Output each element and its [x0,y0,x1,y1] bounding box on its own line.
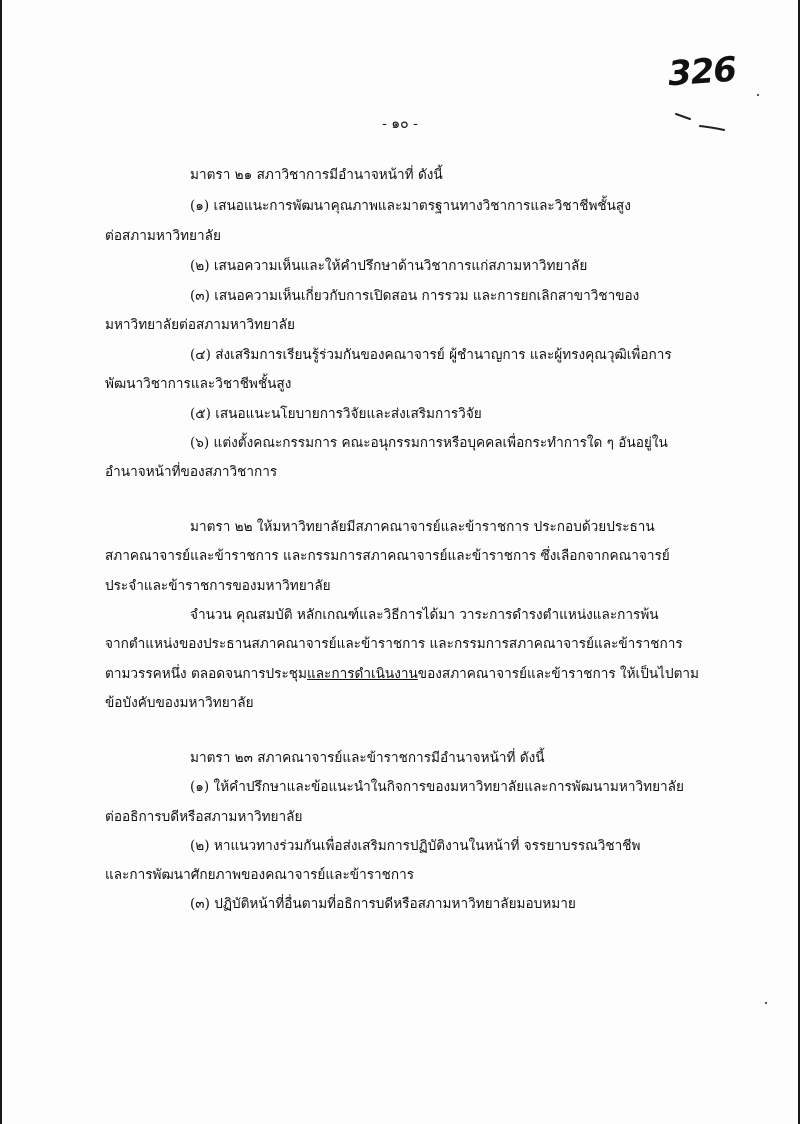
section-21-item-1: (๑) เสนอแนะการพัฒนาคุณภาพและมาตรฐานทางวิชาการและวิชาชีพชั้นสูง [190,198,631,214]
section-21-item-4: (๔) ส่งเสริมการเรียนรู้ร่วมกันของคณาจารย์ ผู้ชำนาญการ และผู้ทรงคุณวุฒิเพื่อการ [190,347,672,363]
section-23-item-3: (๓) ปฏิบัติหน้าที่อื่นตามที่อธิการบดีหรือสภามหาวิทยาลัยมอบหมาย [190,896,576,912]
section-22-para-2-cont-3: ข้อบังคับของมหาวิทยาลัย [105,695,254,711]
section-21-item-4-cont: พัฒนาวิชาการและวิชาชีพชั้นสูง [105,376,292,392]
section-21-item-6-cont: อำนาจหน้าที่ของสภาวิชาการ [105,464,278,480]
section-23-item-1: (๑) ให้คำปรึกษาและข้อแนะนำในกิจการของมหาวิทยาลัยและการพัฒนามหาวิทยาลัย [190,779,684,795]
scan-edge-left [0,0,2,1124]
handwritten-page-number: 326 [666,49,738,95]
underlined-text: และการดำเนินงาน [306,666,418,682]
section-22-para-1-cont-2: ประจำและข้าราชการของมหาวิทยาลัย [105,578,331,594]
section-23-item-1-cont: ต่ออธิการบดีหรือสภามหาวิทยาลัย [105,809,303,825]
section-23-item-2: (๒) หาแนวทางร่วมกันเพื่อส่งเสริมการปฏิบัติงานในหน้าที่ จรรยาบรรณวิชาชีพ [190,838,641,854]
section-22-para-2: จำนวน คุณสมบัติ หลักเกณฑ์และวิธีการได้มา วาระการดำรงตำแหน่งและการพ้น [190,607,659,623]
section-23-heading: มาตรา ๒๓ สภาคณาจารย์และข้าราชการมีอำนาจหน้าที่ ดังนี้ [190,750,545,766]
page-number: - ๑๐ - [382,116,418,132]
section-21-item-3: (๓) เสนอความเห็นเกี่ยวกับการเปิดสอน การรวม และการยกเลิกสาขาวิชาของ [190,288,640,304]
text-segment: ตามวรรคหนึ่ง ตลอดจนการประชุม [105,666,307,682]
section-21-item-2: (๒) เสนอความเห็นและให้คำปรึกษาด้านวิชาการแก่สภามหาวิทยาลัย [190,258,588,274]
section-22-para-2-cont-1: จากตำแหน่งของประธานสภาคณาจารย์และข้าราชการ และกรรมการสภาคณาจารย์และข้าราชการ [105,636,683,652]
section-22-para-1: มาตรา ๒๒ ให้มหาวิทยาลัยมีสภาคณาจารย์และข้าราชการ ประกอบด้วยประธาน [190,519,655,535]
text-segment: ของสภาคณาจารย์และข้าราชการ ให้เป็นไปตาม [417,666,700,682]
section-21-heading: มาตรา ๒๑ สภาวิชาการมีอำนาจหน้าที่ ดังนี้ [190,167,443,183]
section-22-para-1-cont-1: สภาคณาจารย์และข้าราชการ และกรรมการสภาคณาจารย์และข้าราชการ ซึ่งเลือกจากคณาจารย์ [105,548,670,564]
section-21-item-3-cont: มหาวิทยาลัยต่อสภามหาวิทยาลัย [105,317,295,333]
section-23-item-2-cont: และการพัฒนาศักยภาพของคณาจารย์และข้าราชการ [105,867,415,883]
section-21-item-5: (๕) เสนอแนะนโยบายการวิจัยและส่งเสริมการวิจัย [190,406,482,422]
section-21-item-1-cont: ต่อสภามหาวิทยาลัย [105,228,221,244]
scan-speck [757,94,759,96]
section-21-item-6: (๖) แต่งตั้งคณะกรรมการ คณะอนุกรรมการหรือบุคคลเพื่อกระทำการใด ๆ อันอยู่ใน [190,435,668,451]
scan-speck [765,1002,767,1004]
section-22-para-2-cont-2 [105,664,699,684]
